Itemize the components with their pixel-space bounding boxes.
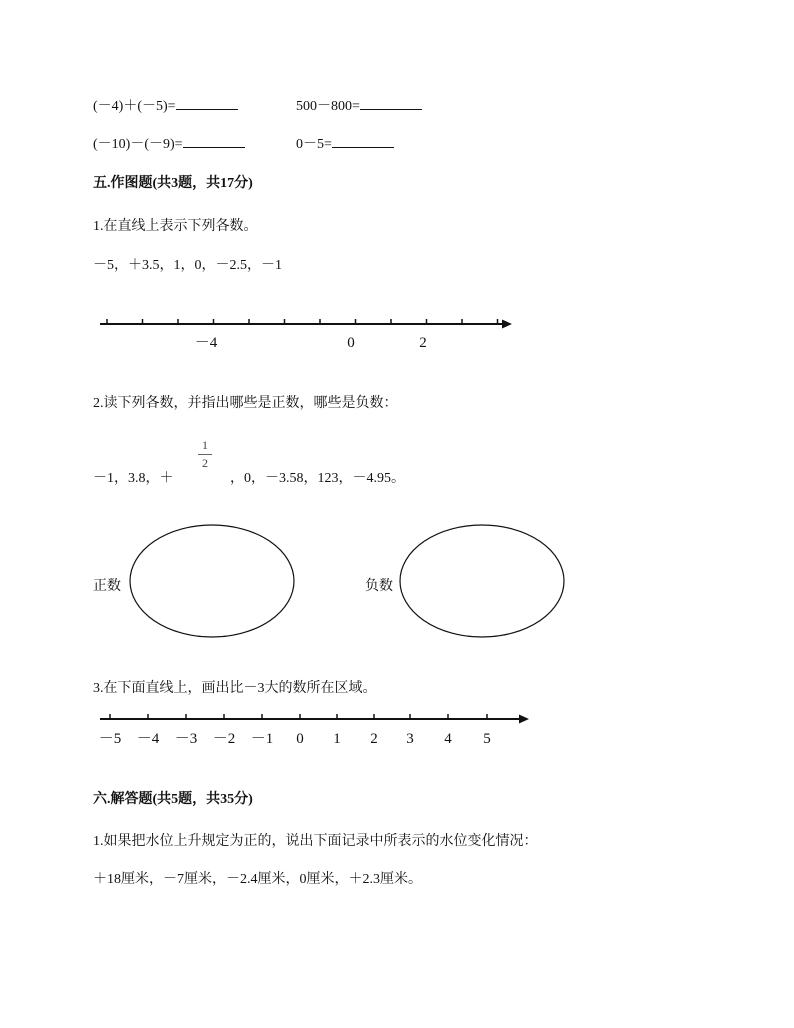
axis-label: －4 — [136, 731, 160, 747]
axis-label: －3 — [174, 731, 198, 747]
axis-label: 2 — [419, 335, 427, 351]
negative-label: 负数 — [365, 579, 393, 594]
exercise-4-expr: 0－5= — [296, 137, 332, 152]
section-6-heading: 六.解答题(共5题，共35分) — [93, 792, 253, 807]
s5-q2-numbers-after: ，0，－3.58，123，－4.95。 — [230, 471, 405, 486]
axis-label: 3 — [406, 731, 414, 747]
answer-blank[interactable] — [183, 133, 245, 148]
number-line-2[interactable] — [0, 705, 794, 750]
axis-label: 0 — [296, 731, 304, 747]
axis-label: 5 — [483, 731, 491, 747]
positive-label: 正数 — [93, 579, 121, 594]
fraction-bar — [198, 454, 212, 455]
fraction-denominator: 2 — [202, 456, 208, 470]
axis-label: 1 — [333, 731, 341, 747]
number-line-1[interactable] — [0, 310, 794, 355]
axis-label: 2 — [370, 731, 378, 747]
negative-numbers-oval[interactable] — [396, 522, 568, 640]
axis-label: －5 — [98, 731, 122, 747]
s5-q1-numbers: －5，＋3.5，1，0，－2.5，－1 — [93, 258, 282, 273]
fraction-one-half — [198, 438, 212, 471]
exercise-3 — [93, 133, 245, 153]
s5-q2-prompt: 2.读下列各数，并指出哪些是正数，哪些是负数： — [93, 396, 398, 411]
answer-blank[interactable] — [360, 95, 422, 110]
axis-label: －2 — [212, 731, 236, 747]
s6-q1-data: ＋18厘米，－7厘米，－2.4厘米，0厘米，＋2.3厘米。 — [93, 872, 422, 887]
fraction-numerator: 1 — [202, 438, 208, 452]
s5-q3-prompt: 3.在下面直线上，画出比－3大的数所在区域。 — [93, 681, 377, 696]
exercise-1 — [93, 95, 238, 115]
positive-numbers-oval[interactable] — [126, 522, 298, 640]
axis-arrow — [519, 715, 529, 724]
s5-q2-numbers-before: －1，3.8，＋ — [93, 471, 174, 486]
axis-label: －1 — [250, 731, 274, 747]
s5-q1-prompt: 1.在直线上表示下列各数。 — [93, 219, 258, 234]
axis-label: 4 — [444, 731, 452, 747]
exercise-1-expr: (－4)＋(－5)= — [93, 99, 176, 114]
answer-blank[interactable] — [332, 133, 394, 148]
axis-label: －4 — [194, 335, 218, 351]
axis-label: 0 — [347, 335, 355, 351]
section-5-heading: 五.作图题(共3题，共17分) — [93, 176, 253, 191]
axis-labels — [99, 731, 491, 747]
exercise-2-expr: 500－800= — [296, 99, 360, 114]
s6-q1-prompt: 1.如果把水位上升规定为正的，说出下面记录中所表示的水位变化情况： — [93, 834, 538, 849]
axis-arrow — [502, 320, 512, 329]
exercise-4 — [296, 133, 394, 153]
exercise-3-expr: (－10)－(－9)= — [93, 137, 183, 152]
answer-blank[interactable] — [176, 95, 238, 110]
exercise-2 — [296, 95, 422, 115]
